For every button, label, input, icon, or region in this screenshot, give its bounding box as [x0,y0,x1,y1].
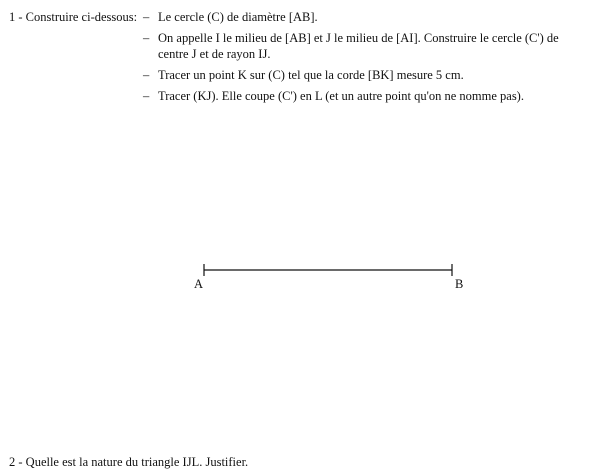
step-dash: – [143,89,150,103]
step-point-k [143,67,583,83]
segment-ab-drawing [185,258,475,298]
step-circle-c-prime [143,30,583,62]
step-circle-c [143,9,583,25]
step-dash: – [143,10,150,24]
step-dash: – [143,31,150,45]
construction-steps [143,9,583,109]
point-b-label: B [455,277,464,291]
point-a-label: A [194,277,204,291]
step-dash: – [143,68,150,82]
question-2: 2 - Quelle est la nature du triangle IJL. Justifier. [9,455,249,469]
step-text: Le cercle (C) de diamètre [AB]. [158,10,318,24]
step-line-kj [143,88,583,104]
step-text: Tracer (KJ). Elle coupe (C') en L (et un autre point qu'on ne nomme pas). [158,89,524,103]
step-text: Tracer un point K sur (C) tel que la corde [BK] mesure 5 cm. [158,68,464,82]
segment-ab-figure [185,258,475,298]
question-1-label: 1 - Construire ci-dessous: [9,10,138,24]
step-text: On appelle I le milieu de [AB] et J le milieu de [AI]. Construire le cercle (C') de centre J et de rayon IJ. [158,31,559,61]
